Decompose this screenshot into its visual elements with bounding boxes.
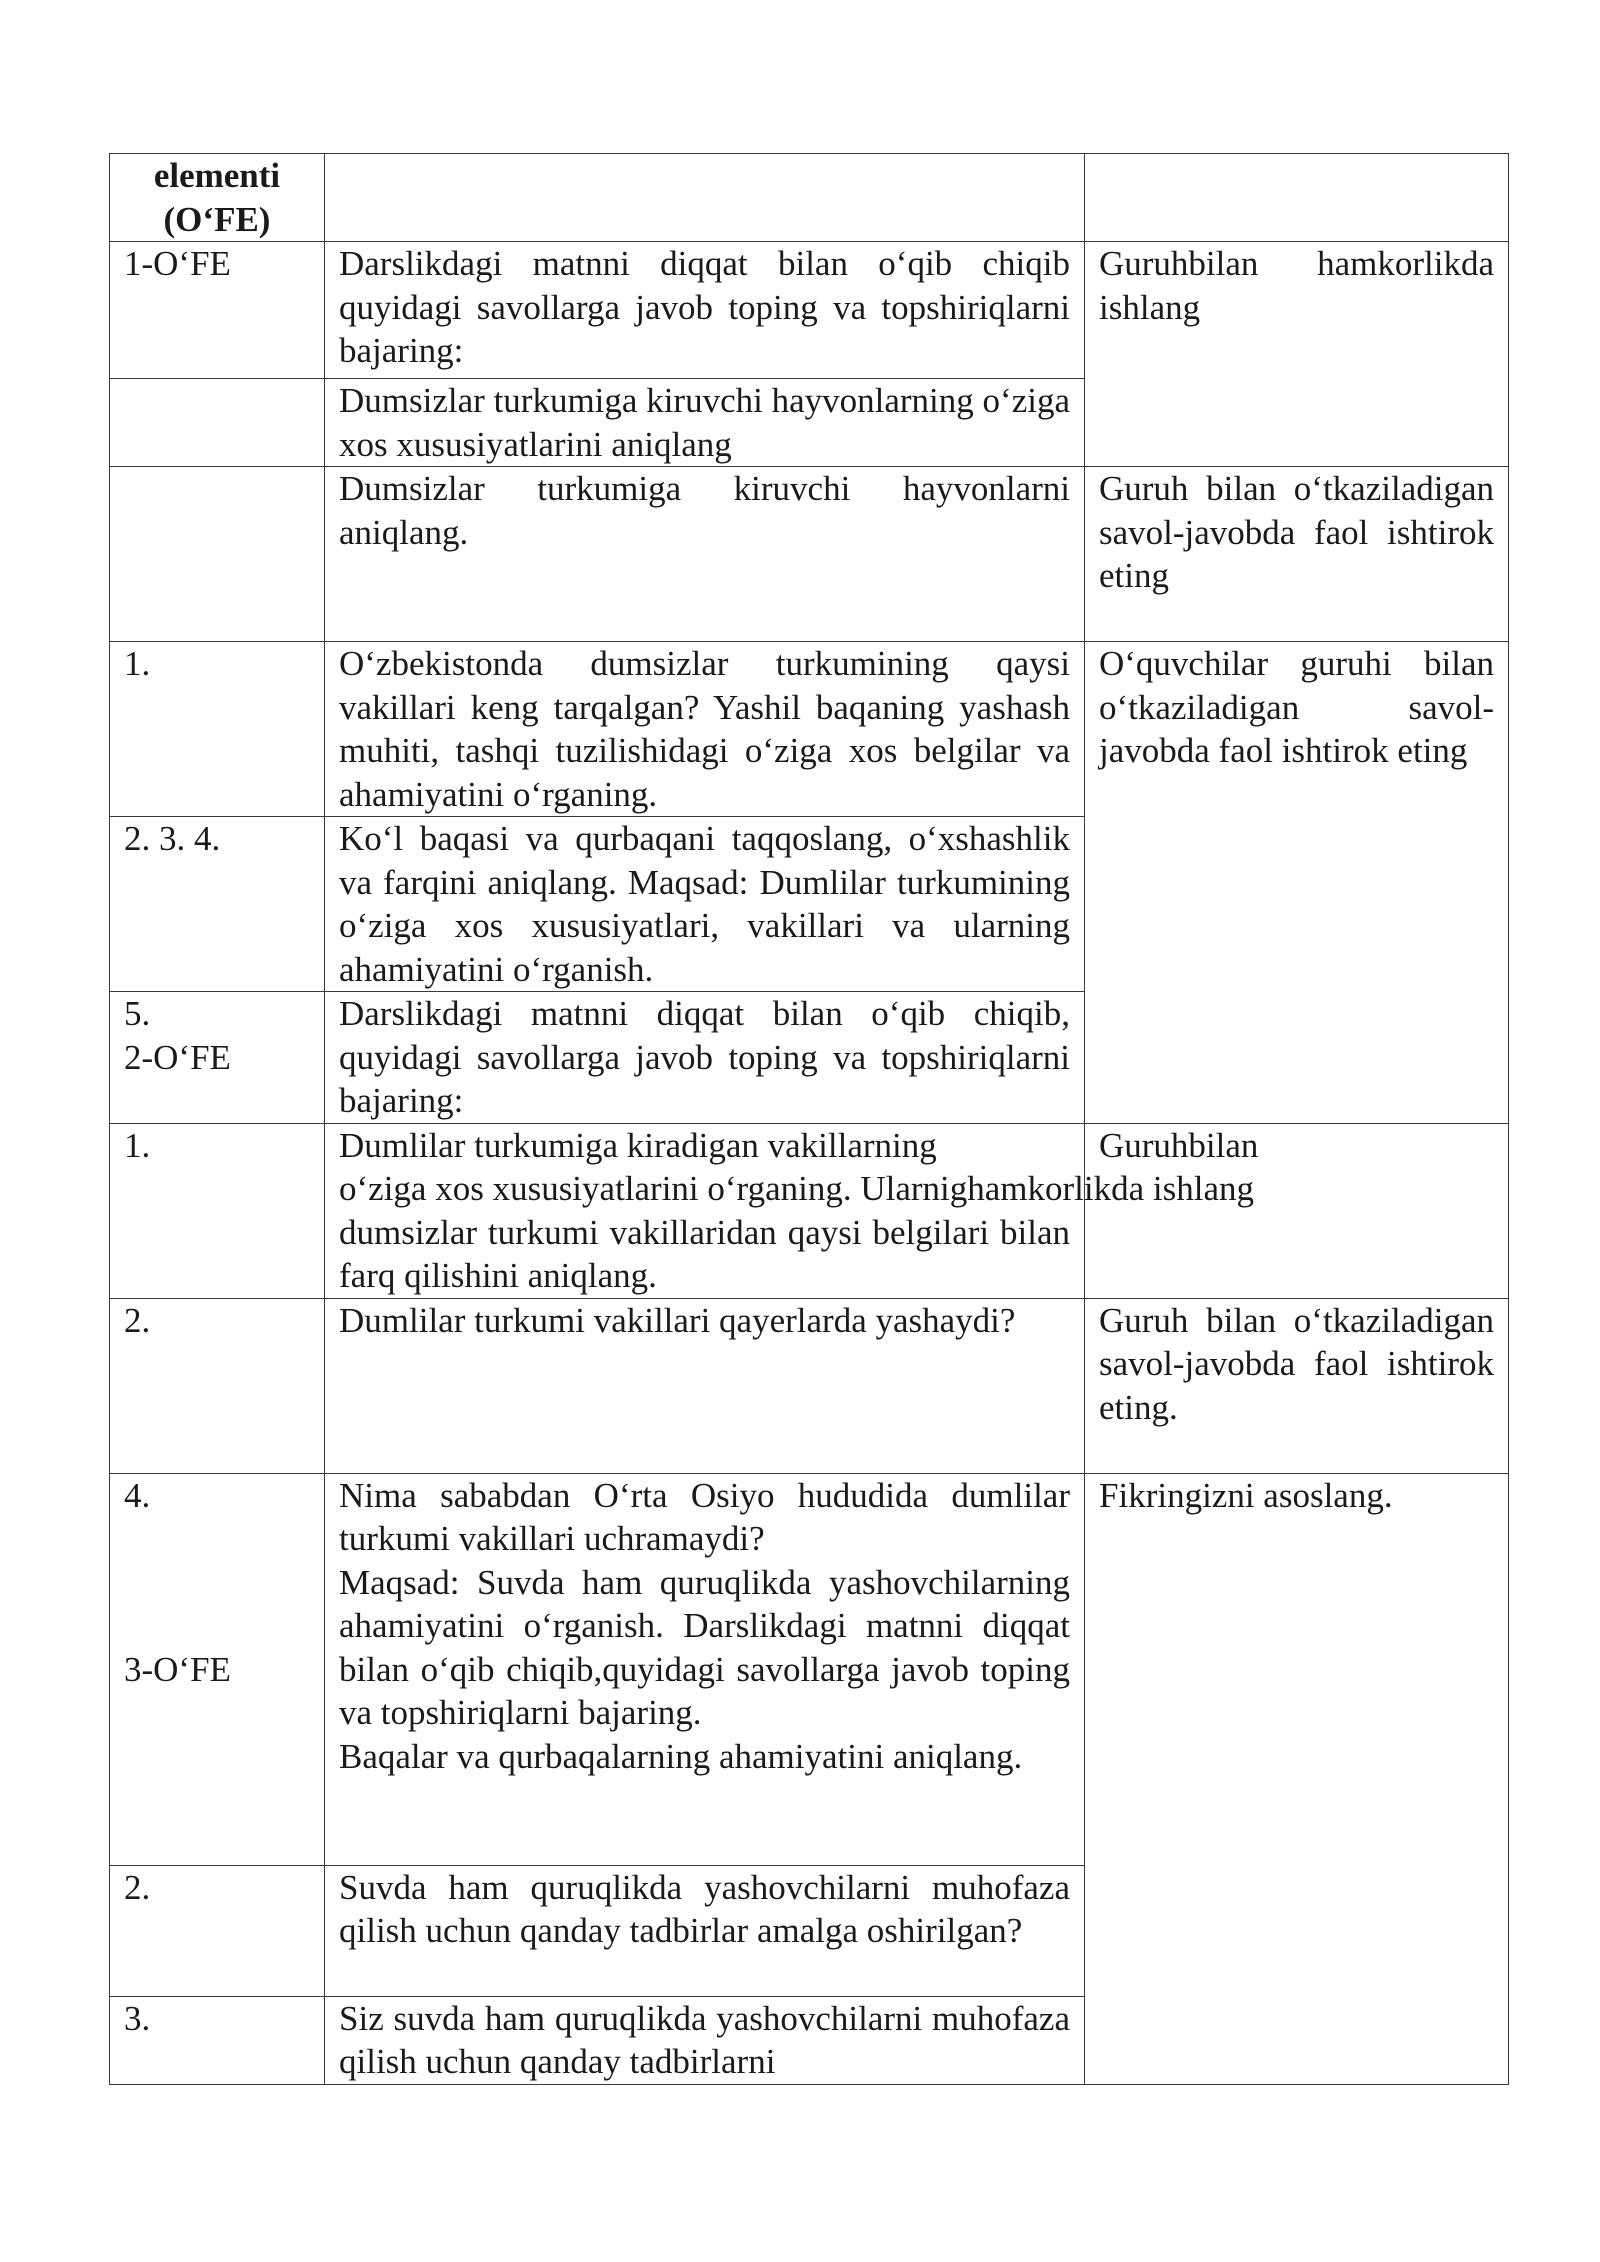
- row-number: 3.: [110, 1996, 325, 2084]
- activity-note: [1085, 1123, 1509, 1298]
- row-number: 2.: [110, 1298, 325, 1473]
- row-number: [110, 379, 325, 467]
- header-cell-empty: [325, 154, 1085, 242]
- task-text: Siz suvda ham quruqlikda yashovchilarni muhofaza qilish uchun qanday tadbirlarni: [325, 1996, 1085, 2084]
- spacer: [124, 1517, 310, 1648]
- task-text: Dumsizlar turkumiga kiruvchi hayvonlarni aniqlang.: [325, 467, 1085, 642]
- task-text: [325, 1473, 1085, 1865]
- table-row: [110, 1123, 1509, 1298]
- section-label: 3-O‘FE: [124, 1650, 231, 1689]
- task-text: Dumlilar turkumi vakillari qayerlarda yashaydi?: [325, 1298, 1085, 1473]
- activity-note-overflow: hamkorlikda ishlang: [967, 1169, 1255, 1208]
- activity-note-text: Guruhbilan: [1099, 1125, 1259, 1165]
- row-number: 1-O‘FE: [110, 242, 325, 379]
- task-paragraph: Maqsad: Suvda ham quruqlikda yashovchilarning ahamiyatini o‘rganish. Darslikdagi matnni diqqat bilan o‘qib chiqib,quyidagi savollarga javob toping va topshiriqlarni bajaring.: [339, 1562, 1070, 1732]
- table-row: [110, 642, 1509, 817]
- table-row: [110, 1298, 1509, 1473]
- row-number-text: 5.: [124, 994, 151, 1033]
- row-number: 2. 3. 4.: [110, 817, 325, 992]
- table-row: [110, 1473, 1509, 1865]
- table-row: [110, 242, 1509, 379]
- row-number: 2.: [110, 1865, 325, 1996]
- task-paragraph: Baqalar va qurbaqalarning ahamiyatini aniqlang.: [339, 1736, 1023, 1776]
- task-text-line: dumsizlar turkumi vakillaridan qaysi belgilari bilan farq qilishini aniqlang.: [339, 1212, 1070, 1295]
- task-text: Darslikdagi matnni diqqat bilan o‘qib chiqib, quyidagi savollarga javob toping va topshiriqlarni bajaring:: [325, 992, 1085, 1124]
- task-text: Dumsizlar turkumiga kiruvchi hayvonlarning o‘ziga xos xususiyatlarini aniqlang: [325, 379, 1085, 467]
- header-text: (O‘FE): [163, 199, 271, 239]
- task-text-part: o‘ziga xos xususiyatlarini o‘rganing. Ularnig: [339, 1169, 968, 1208]
- row-number-text: 4.: [124, 1475, 151, 1515]
- row-number: 1.: [110, 642, 325, 817]
- task-text: Ko‘l baqasi va qurbaqani taqqoslang, o‘xshashlik va farqini aniqlang. Maqsad: Dumlilar turkumining o‘ziga xos xususiyatlari, vakillari va ularning ahamiyatini o‘rganish.: [325, 817, 1085, 992]
- row-number: [110, 992, 325, 1124]
- header-text: elementi: [153, 156, 281, 195]
- header-cell-empty: [1085, 154, 1509, 242]
- table-header-row: [110, 154, 1509, 242]
- activity-note: O‘quvchilar guruhi bilan o‘tkaziladigan savol-javobda faol ishtirok eting: [1085, 642, 1509, 1124]
- task-text-line: Dumlilar turkumiga kiradigan vakillarning: [339, 1125, 937, 1165]
- activity-note: Guruh bilan o‘tkaziladigan savol-javobda faol ishtirok eting.: [1085, 1298, 1509, 1473]
- task-text-line: [339, 1167, 1255, 1211]
- row-number: [110, 467, 325, 642]
- activity-note: Fikringizni asoslang.: [1085, 1473, 1509, 2084]
- task-paragraph: Nima sababdan O‘rta Osiyo hududida dumlilar turkumi vakillari uchramaydi?: [339, 1475, 1070, 1558]
- row-number: 1.: [110, 1123, 325, 1298]
- activity-note: Guruh bilan o‘tkaziladigan savol-javobda faol ishtirok eting: [1085, 467, 1509, 642]
- row-number: [110, 1473, 325, 1865]
- task-text: Suvda ham quruqlikda yashovchilarni muhofaza qilish uchun qanday tadbirlar amalga oshirilgan?: [325, 1865, 1085, 1996]
- header-cell-element: [110, 154, 325, 242]
- task-text: O‘zbekistonda dumsizlar turkumining qaysi vakillari keng tarqalgan? Yashil baqaning yashash muhiti, tashqi tuzilishidagi o‘ziga xos belgilar va ahamiyatini o‘rganing.: [325, 642, 1085, 817]
- task-text: Darslikdagi matnni diqqat bilan o‘qib chiqib quyidagi savollarga javob toping va topshiriqlarni bajaring:: [325, 242, 1085, 379]
- activity-note: Guruhbilan hamkorlikda ishlang: [1085, 242, 1509, 467]
- table-row: [110, 467, 1509, 642]
- section-label: 2-O‘FE: [124, 1037, 231, 1077]
- lesson-table: [109, 153, 1509, 2085]
